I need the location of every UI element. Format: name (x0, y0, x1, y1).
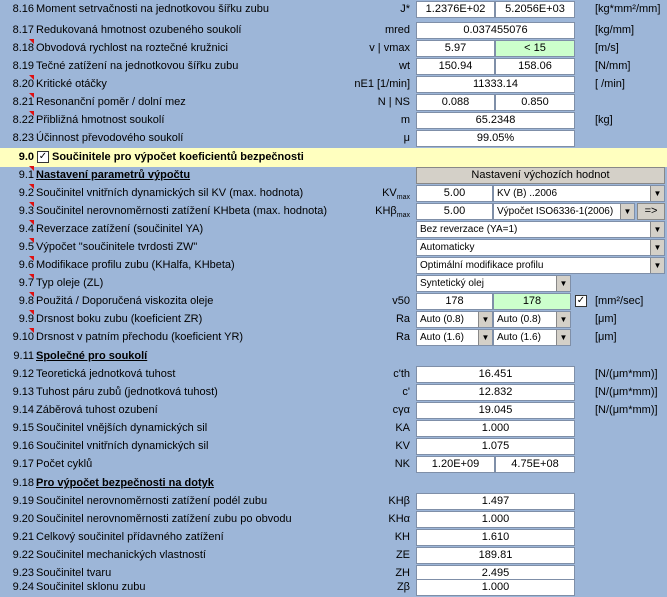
dropdown-value: Auto (1.6) (420, 332, 464, 343)
viscosity-input[interactable]: 178 (416, 293, 493, 310)
row-symbol: KV (395, 440, 410, 452)
row-label: Drsnost v patním přechodu (koeficient YR) (36, 331, 244, 343)
row-number: 9.4 (18, 223, 34, 235)
profile-modification-dropdown[interactable] (416, 257, 665, 274)
row-label: Součinitel mechanických vlastností (36, 549, 206, 561)
chevron-down-icon[interactable]: ▼ (650, 186, 664, 201)
row-symbol: c'th (393, 368, 410, 380)
row-label: Výpočet "součinitele tvrdosti ZW" (36, 241, 198, 253)
row-symbol: c' (402, 386, 410, 398)
row-unit: [m/s] (595, 42, 619, 54)
dropdown-value: Optimální modifikace profilu (420, 260, 544, 271)
row-number: 9.18 (12, 477, 34, 489)
value-cell[interactable]: 99.05% (416, 130, 575, 147)
row-9-13 (0, 383, 667, 402)
value-cell-1[interactable]: 1.2376E+02 (416, 1, 495, 18)
row-label: Modifikace profilu zubu (KHalfa, KHbeta) (36, 259, 235, 271)
symbol-sub: max (396, 194, 410, 202)
row-unit: [kg*mm²/mm] (595, 3, 661, 15)
row-symbol: KHβ (388, 495, 410, 507)
row-number: 9.7 (18, 277, 34, 289)
row-symbol: N | NS (377, 96, 410, 108)
row-number: 8.21 (12, 96, 34, 108)
value-cell[interactable]: 1.000 (416, 579, 575, 596)
row-label: Obvodová rychlost na roztečné kružnici (36, 42, 228, 54)
khbeta-method-dropdown[interactable] (493, 203, 635, 220)
row-number: 9.23 (12, 567, 34, 579)
row-number: 9.11 (13, 350, 34, 362)
row-label: Resonanční poměr / dolní mez (36, 96, 186, 108)
oil-type-dropdown[interactable] (416, 275, 571, 292)
row-symbol: KHα (388, 513, 410, 525)
row-label: Kritické otáčky (36, 78, 107, 90)
value-cell[interactable]: 1.000 (416, 420, 575, 437)
row-label: Reverzace zatížení (součinitel YA) (36, 223, 204, 235)
khbeta-calc-button[interactable]: => (637, 203, 665, 220)
row-number: 9.17 (12, 458, 34, 470)
khbeta-max-input[interactable]: 5.00 (416, 203, 493, 220)
row-8-16 (0, 0, 667, 19)
row-symbol: ZH (395, 567, 410, 579)
chevron-down-icon[interactable]: ▼ (556, 312, 570, 327)
value-cell[interactable]: 2.495 (416, 565, 575, 582)
row-number: 9.20 (12, 513, 34, 525)
row-number: 8.18 (12, 42, 34, 54)
row-number: 8.19 (12, 60, 34, 72)
dropdown-value: Výpočet ISO6336-1(2006) (497, 206, 614, 217)
row-8-19 (0, 57, 667, 76)
chevron-down-icon[interactable]: ▼ (620, 204, 634, 219)
row-symbol: mred (384, 24, 410, 36)
row-label: Součinitel vnitřních dynamických sil KV (max. hodnota) (36, 187, 304, 199)
row-symbol: KA (395, 422, 410, 434)
row-number: 9.10 (12, 331, 34, 343)
chevron-down-icon[interactable]: ▼ (556, 330, 570, 345)
value-cell[interactable]: 11333.14 (416, 76, 575, 93)
value-cell[interactable]: 1.497 (416, 493, 575, 510)
row-symbol: KH (394, 531, 410, 543)
flank-roughness-dropdown-2[interactable] (493, 311, 571, 328)
chevron-down-icon[interactable]: ▼ (478, 330, 492, 345)
row-number: 9.22 (12, 549, 34, 561)
row-symbol: Zβ (396, 581, 410, 593)
row-8-21 (0, 93, 667, 112)
chevron-down-icon[interactable]: ▼ (650, 240, 664, 255)
row-label: Tuhost páru zubů (jednotková tuhost) (36, 386, 218, 398)
row-8-20 (0, 75, 667, 94)
row-label: Teoretická jednotková tuhost (36, 368, 176, 380)
recommended-viscosity: 178 (493, 293, 571, 310)
row-8-22 (0, 111, 667, 130)
row-8-18 (0, 39, 667, 58)
row-label: Účinnost převodového soukolí (36, 132, 184, 144)
value-cell-1[interactable]: 1.20E+09 (416, 456, 495, 473)
row-unit: [ /min] (595, 78, 625, 90)
row-number: 8.20 (12, 78, 34, 90)
row-label: Součinitel nerovnoměrnosti zatížení KHbeta (max. hodnota) (36, 205, 328, 217)
row-number: 9.21 (12, 531, 34, 543)
row-label: Součinitel nerovnoměrnosti zatížení podél zubu (36, 495, 268, 507)
row-symbol: μ (403, 132, 410, 144)
row-unit: [N/(μm*mm)] (595, 368, 658, 380)
row-label: Drsnost boku zubu (koeficient ZR) (36, 313, 203, 325)
row-9-18 (0, 474, 667, 493)
dropdown-value: Auto (0.8) (420, 314, 464, 325)
subsection-title: Pro výpočet bezpečnosti na dotyk (36, 477, 214, 489)
value-cell[interactable]: 1.075 (416, 438, 575, 455)
viscosity-checkbox[interactable]: ✓ (576, 295, 586, 306)
row-9-10 (0, 328, 667, 347)
row-9-16 (0, 437, 667, 456)
row-9-17 (0, 455, 667, 474)
dropdown-value: Auto (1.6) (497, 332, 541, 343)
row-9-3 (0, 202, 667, 221)
row-number: 9.14 (12, 404, 34, 416)
row-unit: [kg] (595, 114, 613, 126)
row-label: Součinitel sklonu zubu (36, 581, 146, 593)
value-cell[interactable]: 1.610 (416, 529, 575, 546)
row-symbol: v | vmax (369, 42, 410, 54)
row-label: Součinitel vnějších dynamických sil (36, 422, 208, 434)
row-unit: [μm] (595, 331, 617, 343)
reset-defaults-button[interactable]: Nastavení výchozích hodnot (416, 167, 665, 184)
row-9-19 (0, 492, 667, 511)
row-9-8 (0, 292, 667, 311)
row-unit: [N/(μm*mm)] (595, 404, 658, 416)
row-9-11 (0, 347, 667, 366)
row-symbol: Ra (395, 331, 410, 343)
row-symbol: ZE (395, 549, 410, 561)
row-symbol: NK (394, 458, 410, 470)
row-number: 8.23 (12, 132, 34, 144)
row-label: Záběrová tuhost ozubení (36, 404, 158, 416)
row-label: Moment setrvačnosti na jednotkovou šířku zubu (36, 3, 269, 15)
section-checkbox[interactable]: ✓ (38, 151, 48, 162)
reversal-dropdown[interactable] (416, 221, 665, 238)
subsection-title: Nastavení parametrů výpočtu (36, 169, 191, 181)
row-9-5 (0, 238, 667, 257)
row-number: 9.8 (18, 295, 34, 307)
row-9-2 (0, 184, 667, 203)
row-unit: [kg/mm] (595, 24, 635, 36)
row-symbol: m (400, 114, 410, 126)
row-number: 9.9 (18, 313, 34, 325)
row-number: 8.16 (12, 3, 34, 15)
value-cell[interactable]: 16.451 (416, 366, 575, 383)
kv-max-input[interactable]: 5.00 (416, 185, 493, 202)
row-9-1 (0, 166, 667, 185)
limit-cell: < 15 (495, 40, 575, 57)
subsection-title: Společné pro soukolí (36, 350, 148, 362)
value-cell[interactable]: 12.832 (416, 384, 575, 401)
row-number: 9.1 (18, 169, 34, 181)
row-8-17 (0, 21, 667, 40)
row-number: 9.16 (12, 440, 34, 452)
chevron-down-icon[interactable]: ▼ (650, 258, 664, 273)
flank-roughness-dropdown-1[interactable] (416, 311, 493, 328)
value-cell[interactable]: 189.81 (416, 547, 575, 564)
value-cell-1[interactable]: 150.94 (416, 58, 495, 75)
row-9-6 (0, 256, 667, 275)
section-number: 9.0 (18, 151, 34, 163)
dropdown-value: Bez reverzace (YA=1) (420, 224, 518, 235)
row-symbol: nE1 [1/min] (354, 78, 410, 90)
row-symbol: wt (399, 60, 410, 72)
row-symbol: v50 (392, 295, 410, 307)
row-number: 9.24 (12, 581, 34, 593)
row-number: 9.5 (18, 241, 34, 253)
row-9-4 (0, 220, 667, 239)
row-9-24 (0, 578, 667, 597)
row-9-21 (0, 528, 667, 547)
row-8-23 (0, 129, 667, 148)
section-title: Součinitele pro výpočet koeficientů bezpečnosti (52, 151, 304, 163)
row-9-7 (0, 274, 667, 293)
row-label: Tečné zatížení na jednotkovou šířku zubu (36, 60, 239, 72)
root-roughness-dropdown-1[interactable] (416, 329, 493, 346)
dropdown-value: Automaticky (420, 242, 475, 253)
value-cell[interactable]: 65.2348 (416, 112, 575, 129)
row-symbol: J* (400, 3, 410, 15)
value-cell-1[interactable]: 0.088 (416, 94, 495, 111)
row-label: Součinitel nerovnoměrnosti zatížení zubu po obvodu (36, 513, 292, 525)
row-symbol (375, 205, 410, 219)
row-label: Použitá / Doporučená viskozita oleje (36, 295, 214, 307)
symbol-text: KHβ (375, 205, 397, 217)
chevron-down-icon[interactable]: ▼ (478, 312, 492, 327)
value-cell-2[interactable]: 5.2056E+03 (495, 1, 575, 18)
row-symbol (382, 187, 410, 201)
dropdown-value: Auto (0.8) (497, 314, 541, 325)
section-header-9-0 (0, 148, 667, 167)
value-cell[interactable]: 19.045 (416, 402, 575, 419)
dropdown-value: Syntetický olej (420, 278, 484, 289)
value-cell[interactable]: 1.000 (416, 511, 575, 528)
row-unit: [N/mm] (595, 60, 631, 72)
row-9-14 (0, 401, 667, 420)
chevron-down-icon[interactable]: ▼ (556, 276, 570, 291)
row-symbol: cγα (392, 404, 410, 416)
row-number: 9.19 (12, 495, 34, 507)
row-9-20 (0, 510, 667, 529)
row-number: 8.22 (12, 114, 34, 126)
row-label: Typ oleje (ZL) (36, 277, 104, 289)
row-symbol: Ra (395, 313, 410, 325)
row-label: Přibližná hmotnost soukolí (36, 114, 165, 126)
row-unit: [mm²/sec] (595, 295, 644, 307)
row-unit: [μm] (595, 313, 617, 325)
row-number: 9.3 (18, 205, 34, 217)
dropdown-value: KV (B) ..2006 (497, 188, 558, 199)
row-number: 9.15 (12, 422, 34, 434)
chevron-down-icon[interactable]: ▼ (650, 222, 664, 237)
value-cell-2[interactable]: 158.06 (495, 58, 575, 75)
symbol-sub: max (396, 212, 410, 220)
row-number: 9.12 (12, 368, 34, 380)
value-cell[interactable]: 0.037455076 (416, 22, 575, 39)
zw-dropdown[interactable] (416, 239, 665, 256)
kv-method-dropdown[interactable] (493, 185, 665, 202)
value-cell-1[interactable]: 5.97 (416, 40, 495, 57)
row-label: Redukovaná hmotnost ozubeného soukolí (36, 24, 242, 36)
value-cell-2[interactable]: 0.850 (495, 94, 575, 111)
row-number: 9.6 (18, 259, 34, 271)
row-unit: [N/(μm*mm)] (595, 386, 658, 398)
value-cell-2[interactable]: 4.75E+08 (495, 456, 575, 473)
row-9-22 (0, 546, 667, 565)
row-label: Celkový součinitel přídavného zatížení (36, 531, 224, 543)
row-label: Součinitel vnitřních dynamických sil (36, 440, 209, 452)
symbol-text: KV (382, 187, 397, 199)
row-number: 8.17 (12, 24, 34, 36)
row-9-9 (0, 310, 667, 329)
row-number: 9.13 (12, 386, 34, 398)
row-number: 9.2 (18, 187, 34, 199)
row-label: Počet cyklů (36, 458, 93, 470)
row-9-15 (0, 419, 667, 438)
row-label: Součinitel tvaru (36, 567, 112, 579)
row-9-12 (0, 365, 667, 384)
root-roughness-dropdown-2[interactable] (493, 329, 571, 346)
